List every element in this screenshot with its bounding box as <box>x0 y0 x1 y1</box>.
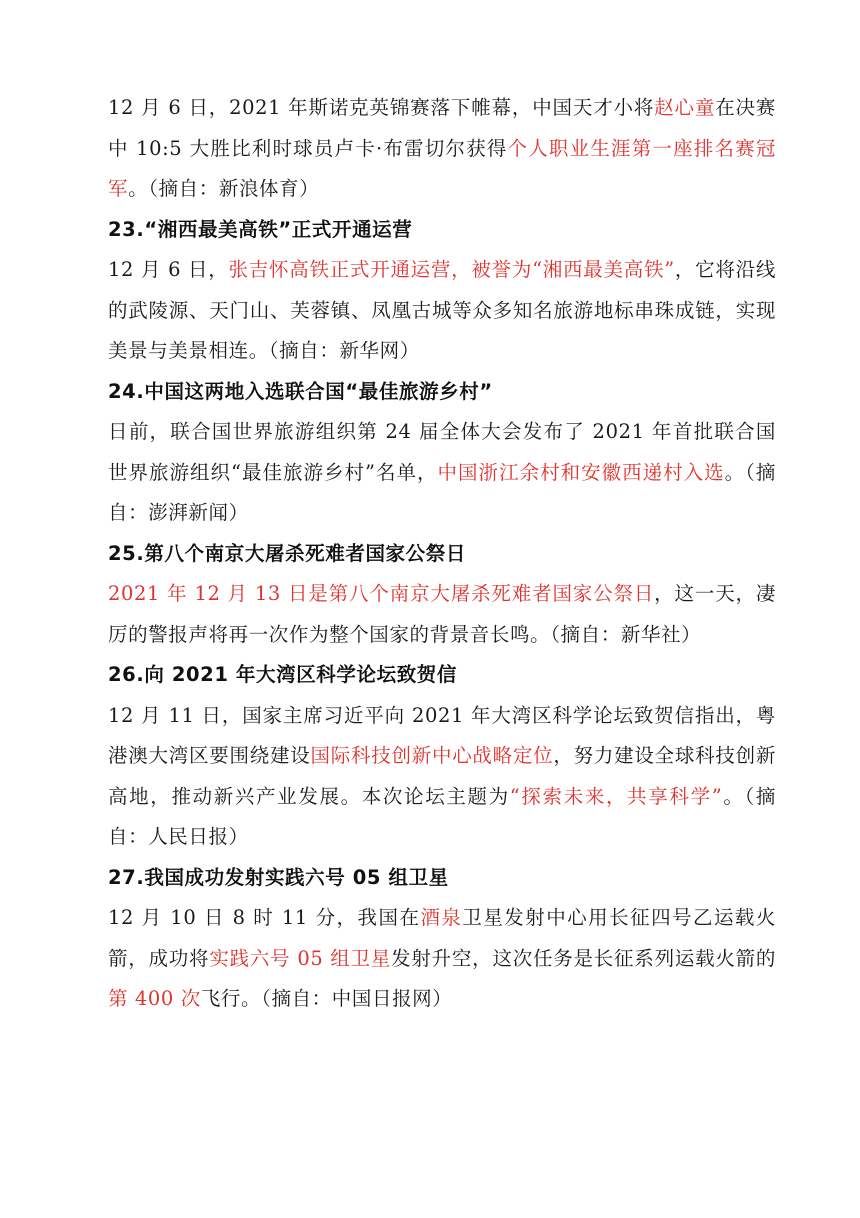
news-item-23-heading: 23.“湘西最美高铁”正式开通运营 <box>108 217 413 241</box>
highlight-segment: “探索未来，共享科学” <box>509 784 723 808</box>
highlight-segment: 中国浙江余村和安徽西递村入选 <box>437 460 725 484</box>
text-segment: 12 月 6 日， <box>108 258 229 281</box>
text-segment: 。（摘自：新浪体育） <box>128 177 320 200</box>
document-page <box>108 88 776 1020</box>
news-item-24-body <box>108 412 776 534</box>
highlight-segment: 第 400 次 <box>108 987 201 1010</box>
news-item-22-body <box>108 88 776 210</box>
news-item-25-heading: 25.第八个南京大屠杀死难者国家公祭日 <box>108 541 466 565</box>
text-segment: 发射升空，这次任务是长征系列运载火箭的 <box>391 946 776 970</box>
text-segment: 飞行。（摘自：中国日报网） <box>200 987 453 1010</box>
highlight-segment: 实践六号 05 组卫星 <box>209 946 392 970</box>
news-item-26-body <box>108 696 776 858</box>
highlight-segment: 个人职业生涯第一座排名赛冠军 <box>108 136 776 200</box>
highlight-segment: 2021 年 12 月 13 日是第八个南京大屠杀死难者国家公祭日 <box>108 582 655 605</box>
text-segment: 日前，联合国世界旅游组织第 24 届全体大会发布了 2021 年首批联合国世界旅游组织“最佳旅游乡村”名单， <box>108 420 776 484</box>
highlight-segment: 赵心童 <box>654 96 716 119</box>
text-segment: 12 月 6 日，2021 年斯诺克英锦赛落下帷幕，中国天才小将 <box>108 96 655 119</box>
text-segment: ，这一天，凄厉的警报声将再一次作为整个国家的背景音长鸣。（摘自：新华社） <box>108 582 776 646</box>
text-segment: 。（摘自：澎湃新闻） <box>108 460 777 524</box>
text-segment: 在决赛中 10:5 大胜比利时球员卢卡·布雷切尔获得 <box>108 96 776 160</box>
text-segment: 12 月 10 日 8 时 11 分，我国在 <box>108 906 421 929</box>
text-segment: ，努力建设全球科技创新高地，推动新兴产业发展。本次论坛主题为 <box>108 744 776 808</box>
text-segment: 卫星发射中心用长征四号乙运载火箭，成功将 <box>108 906 776 970</box>
text-segment: 12 月 11 日，国家主席习近平向 2021 年大湾区科学论坛致贺信指出，粤港澳大湾区要围绕建设 <box>108 703 776 767</box>
text-segment: ，它将沿线的武陵源、天门山、芙蓉镇、凤凰古城等众多知名旅游地标串珠成链，实现美景与美景相连。（摘自：新华网） <box>108 258 776 362</box>
news-item-27-body <box>108 898 776 1020</box>
highlight-segment: 酒泉 <box>420 906 463 929</box>
news-item-24-heading: 24.中国这两地入选联合国“最佳旅游乡村” <box>108 379 493 403</box>
news-item-27-heading: 27.我国成功发射实践六号 05 组卫星 <box>108 865 449 889</box>
highlight-segment: 国际科技创新中心战略定位 <box>310 744 554 767</box>
news-item-26-heading: 26.向 2021 年大湾区科学论坛致贺信 <box>108 663 457 686</box>
highlight-segment: 张吉怀高铁正式开通运营，被誉为“湘西最美高铁” <box>228 258 675 281</box>
news-item-23-body <box>108 250 776 372</box>
text-segment: 。（摘自：人民日报） <box>108 784 777 848</box>
news-item-25-body <box>108 574 776 655</box>
